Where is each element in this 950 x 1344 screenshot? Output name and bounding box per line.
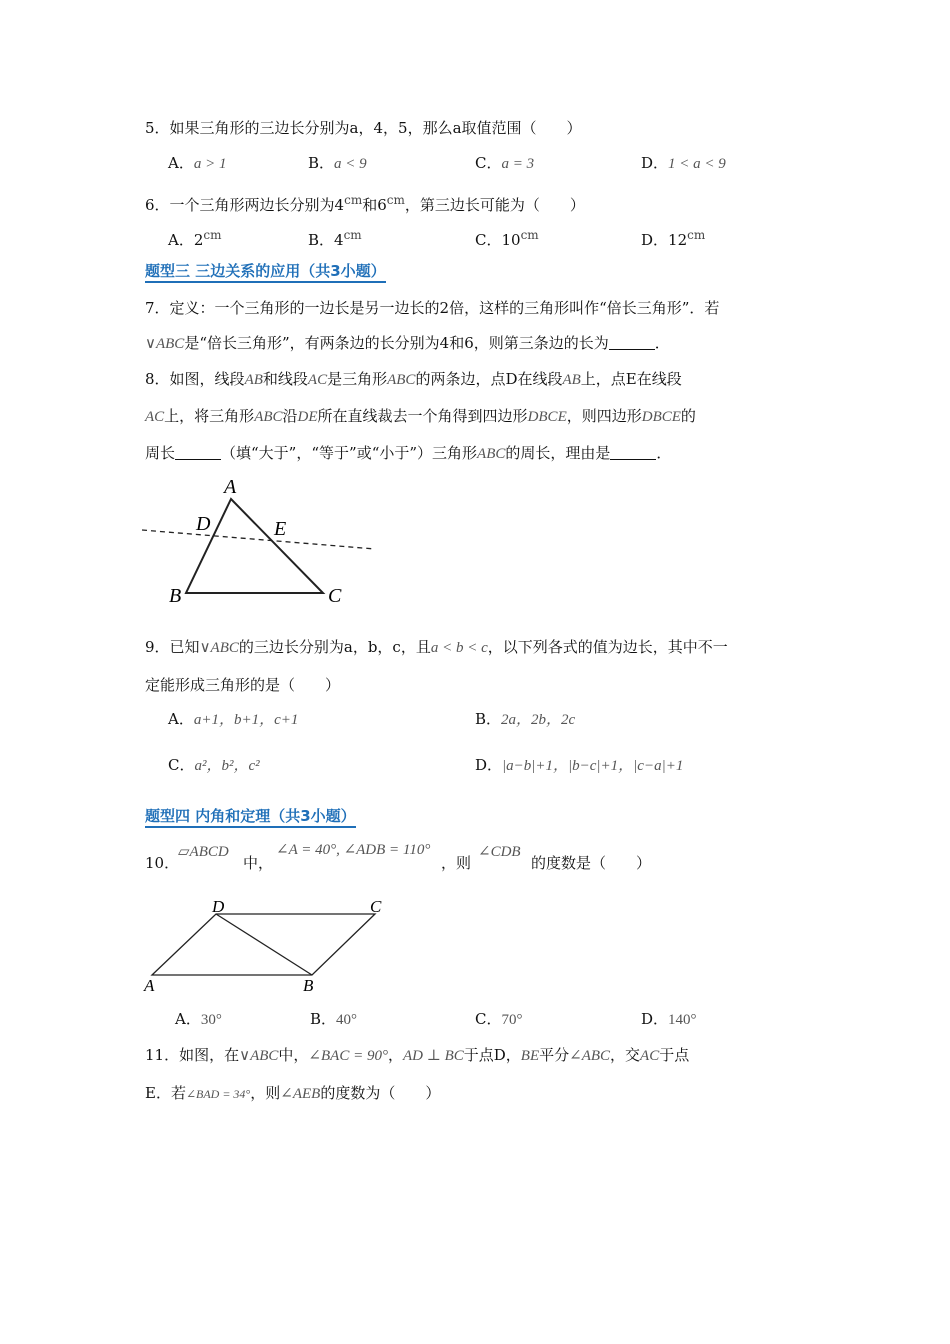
question-10: 10．	[145, 854, 180, 872]
q10-option-c: C．70°	[475, 1010, 523, 1028]
label-b: B	[169, 585, 182, 607]
section-title-3: 题型三 三边关系的应用（共3小题）	[145, 261, 386, 283]
q5-option-d: D．1 < a < 9	[641, 154, 726, 172]
q6-option-b: B．$4^{cm}$	[308, 228, 362, 249]
question-9-line-2: 定能形成三角形的是（ ）	[145, 676, 341, 694]
label-d: D	[212, 897, 225, 916]
q5-option-b: B．a < 9	[308, 154, 367, 172]
q6-option-c: C．$10^{cm}$	[475, 228, 539, 249]
q10-option-d: D．140°	[641, 1010, 697, 1028]
question-11-line-1: 11．如图，在∨ABC中，∠BAC = 90°，AD ⊥ BC于点D，BE平分∠ABC，交AC于点	[145, 1046, 690, 1064]
answer-blank	[175, 445, 221, 460]
label-c: C	[328, 585, 342, 607]
q10-ze: ，则	[441, 854, 472, 872]
question-7-line-1: 7．定义：一个三角形的一边长是另一边长的2倍，这样的三角形叫作“倍长三角形”．若	[145, 299, 720, 317]
diagonal-db	[216, 914, 312, 975]
label-a: A	[144, 976, 155, 995]
q5-number: 5．	[145, 119, 170, 137]
label-e: E	[274, 518, 287, 540]
q5-text: 如果三角形的三边长分别为a，4，5，那么a取值范围（ ）	[169, 119, 582, 137]
question-11-line-2: E．若∠BAD = 34°，则∠AEB的度数为（ ）	[145, 1084, 441, 1102]
question-8-line-2: AC上，将三角形ABC沿DE所在直线裁去一个角得到四边形DBCE，则四边形DBCE的	[145, 407, 696, 425]
q6-option-a: A．$2^{cm}$	[168, 228, 222, 249]
q5-option-a: A．a > 1	[168, 154, 227, 172]
question-5	[145, 117, 582, 139]
label-d: D	[196, 513, 211, 535]
answer-blank	[609, 335, 655, 350]
label-a: A	[224, 476, 237, 498]
answer-blank	[610, 445, 656, 460]
parallelogram-figure	[140, 895, 390, 1000]
q10-rest: 的度数是（ ）	[531, 854, 652, 872]
dashed-cut-line	[142, 530, 375, 549]
q5-option-c: C．a = 3	[475, 154, 535, 172]
q9-option-d: D．|a−b|+1，|b−c|+1，|c−a|+1	[475, 756, 684, 774]
q6-option-d: D．$12^{cm}$	[641, 228, 706, 249]
question-8-line-3: 周长 （填“大于”，“等于”或“小于”）三角形ABC的周长，理由是 ．	[145, 444, 672, 462]
q10-option-a: A．30°	[175, 1010, 222, 1028]
q9-option-a: A．a+1，b+1，c+1	[168, 710, 299, 728]
label-c: C	[370, 897, 382, 916]
question-9-line-1: 9．已知∨ABC的三边长分别为a，b，c，且a < b < c，以下列各式的值为边长，其中不一	[145, 638, 728, 656]
q10-condition: ∠A = 40°, ∠ADB = 110°	[276, 842, 431, 858]
question-7-line-2: ∨ABC是“倍长三角形”，有两条边的长分别为4和6，则第三条边的长为 ．	[145, 334, 670, 352]
q10-option-b: B．40°	[310, 1010, 358, 1028]
question-8-line-1: 8．如图，线段AB和线段AC是三角形ABC的两条边，点D在线段AB上，点E在线段	[145, 370, 682, 388]
q9-option-c: C．a²，b²，c²	[168, 756, 260, 774]
section-title-4: 题型四 内角和定理（共3小题）	[145, 806, 356, 828]
triangle-figure	[140, 472, 385, 612]
q10-parallelogram-name: ▱ABCD	[178, 844, 229, 860]
label-b: B	[303, 976, 314, 995]
q10-zhong: 中，	[243, 854, 274, 872]
q10-angle: ∠CDB	[478, 844, 521, 860]
question-6: 6．一个三角形两边长分别为$4^{cm}$和$6^{cm}$，第三边长可能为（ ）	[145, 193, 585, 214]
q9-option-b: B．2a，2b，2c	[475, 710, 576, 728]
